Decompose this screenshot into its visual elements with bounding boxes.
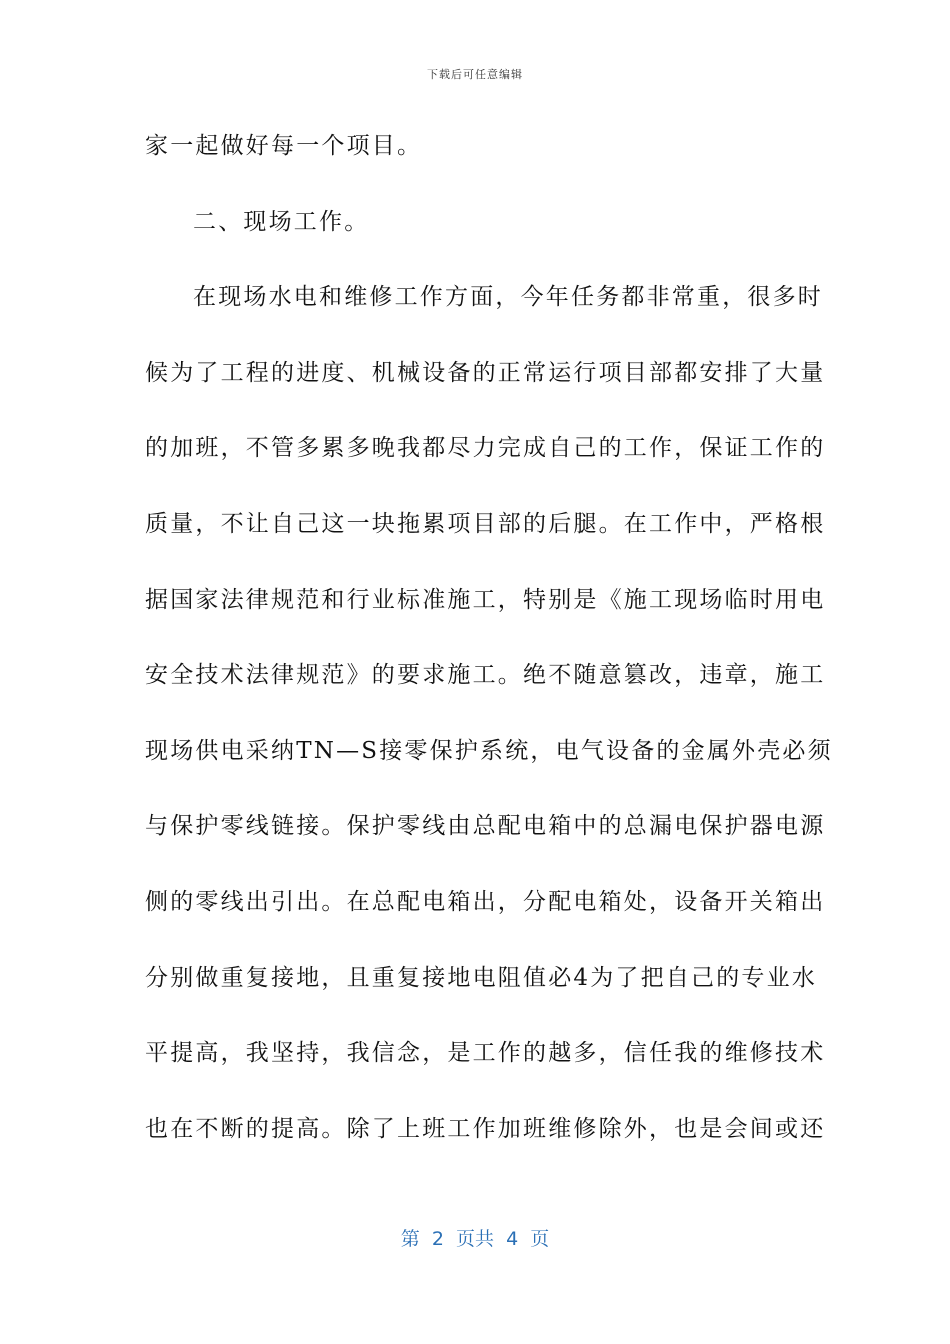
paragraph-line: 平提高，我坚持，我信念，是工作的越多，信任我的维修技术 — [145, 1040, 826, 1067]
document-body — [145, 124, 833, 1182]
paragraph-line: 在现场水电和维修工作方面，今年任务都非常重，很多时 — [193, 284, 823, 311]
paragraph-line: 家一起做好每一个项目。 — [145, 133, 423, 159]
section-heading: 二、现场工作。 — [193, 208, 370, 235]
paragraph-line: 的加班，不管多累多晚我都尽力完成自己的工作，保证工作的 — [145, 435, 826, 462]
page-number-footer: 第 2 页共 4 页 — [400, 1228, 550, 1250]
paragraph-line: 分别做重复接地，且重复接地电阻值必4为了把自己的专业水 — [145, 964, 818, 991]
header-note: 下载后可任意编辑 — [427, 68, 523, 81]
paragraph-line: 现场供电采纳TN—S接零保护系统，电气设备的金属外壳必须 — [145, 737, 833, 764]
paragraph-line: 候为了工程的进度、机械设备的正常运行项目部都安排了大量 — [145, 359, 826, 386]
paragraph-line: 据国家法律规范和行业标准施工，特别是《施工现场临时用电 — [145, 586, 826, 613]
paragraph-line: 质量，不让自己这一块拖累项目部的后腿。在工作中，严格根 — [145, 510, 826, 537]
paragraph-line: 也在不断的提高。除了上班工作加班维修除外，也是会间或还 — [145, 1115, 826, 1142]
paragraph-line: 侧的零线出引出。在总配电箱出，分配电箱处，设备开关箱出 — [145, 888, 826, 915]
paragraph-line: 与保护零线链接。保护零线由总配电箱中的总漏电保护器电源 — [145, 813, 826, 840]
paragraph-line: 安全技术法律规范》的要求施工。绝不随意篡改，违章，施工 — [145, 662, 826, 689]
